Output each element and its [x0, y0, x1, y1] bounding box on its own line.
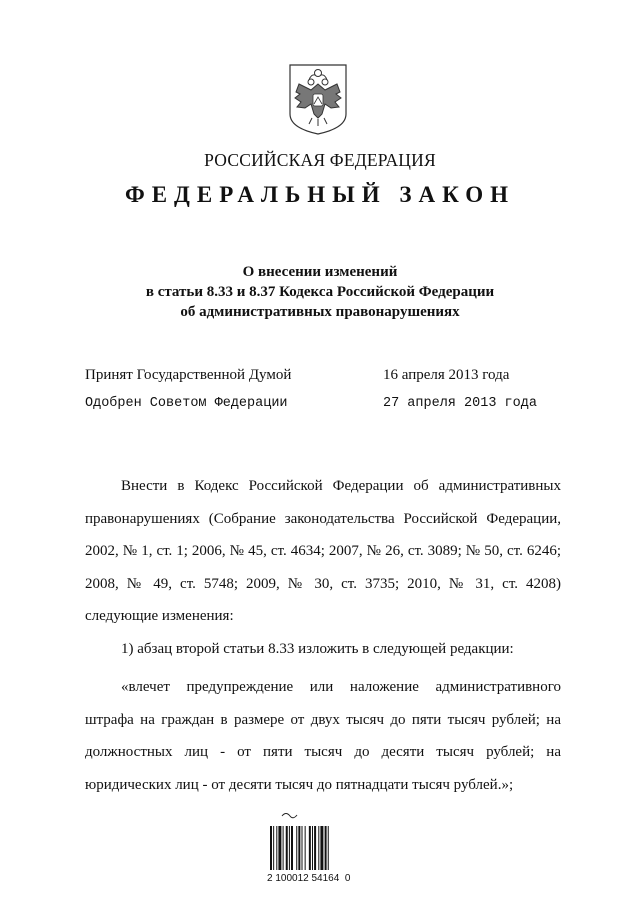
signature-mark — [282, 814, 297, 818]
barcode-bar — [291, 826, 293, 870]
council-approval-row — [0, 396, 640, 418]
barcode-bar — [276, 826, 277, 870]
council-approval-label: Одобрен Советом Федерации — [85, 396, 288, 411]
barcode-bar — [286, 826, 288, 870]
barcode-bar — [318, 826, 319, 870]
barcode-bar — [273, 826, 274, 870]
barcode-bar — [328, 826, 329, 870]
law-subject-heading — [0, 262, 640, 322]
barcode-bar — [278, 826, 281, 870]
subject-line-3: об административных правонарушениях — [180, 304, 460, 320]
barcode-bar — [296, 826, 297, 870]
duma-adoption-date: 16 апреля 2013 года — [383, 367, 510, 383]
council-approval-date: 27 апреля 2013 года — [383, 396, 537, 411]
duma-adoption-row — [0, 367, 640, 389]
subject-line-1: О внесении изменений — [242, 264, 398, 280]
quoted-amendment-paragraph: «влечет предупреждение или наложение административного штрафа на граждан в размере от двух тысяч до пяти тысяч рублей; на должностных лиц - от пяти тысяч до десяти тысяч рублей; на юридических лиц - от десяти тысяч до пятнадцати тысяч рублей.»; — [85, 679, 561, 793]
barcode-bar — [302, 826, 303, 870]
barcode-bar — [320, 826, 323, 870]
barcode-bar — [270, 826, 272, 870]
subject-line-2: в статьи 8.33 и 8.37 Кодекса Российской Федерации — [145, 284, 495, 300]
barcode-bar — [305, 826, 306, 870]
document-type-title: ФЕДЕРАЛЬНЫЙ ЗАКОН — [124, 182, 516, 207]
barcode-bar — [325, 826, 327, 870]
barcode-bar — [312, 826, 313, 870]
document-barcode — [268, 812, 358, 872]
item-1-paragraph: 1) абзац второй статьи 8.33 изложить в следующей редакции: — [121, 641, 514, 657]
intro-paragraph: Внести в Кодекс Российской Федерации об административных правонарушениях (Собрание законодательства Российской Федерации, 2002, № 1, ст. 1; 2006, № 45, ст. 4634; 2007, № 26, ст. 3089; № 50, ст. 6246; 2008, № 49, ст. 5748; 2009, № 30, ст. 3735; 2010, № 31, ст. 4208) следующие изменения: — [85, 478, 561, 624]
barcode-bar — [314, 826, 316, 870]
duma-adoption-label: Принят Государственной Думой — [85, 367, 292, 383]
russian-coat-of-arms-emblem — [287, 62, 349, 136]
barcode-bar — [289, 826, 290, 870]
barcode-bar — [283, 826, 284, 870]
barcode-bar — [309, 826, 311, 870]
barcode-bar — [298, 826, 300, 870]
country-name: РОССИЙСКАЯ ФЕДЕРАЦИЯ — [204, 150, 436, 170]
barcode-number: 2 100012 54164 0 — [267, 873, 351, 884]
